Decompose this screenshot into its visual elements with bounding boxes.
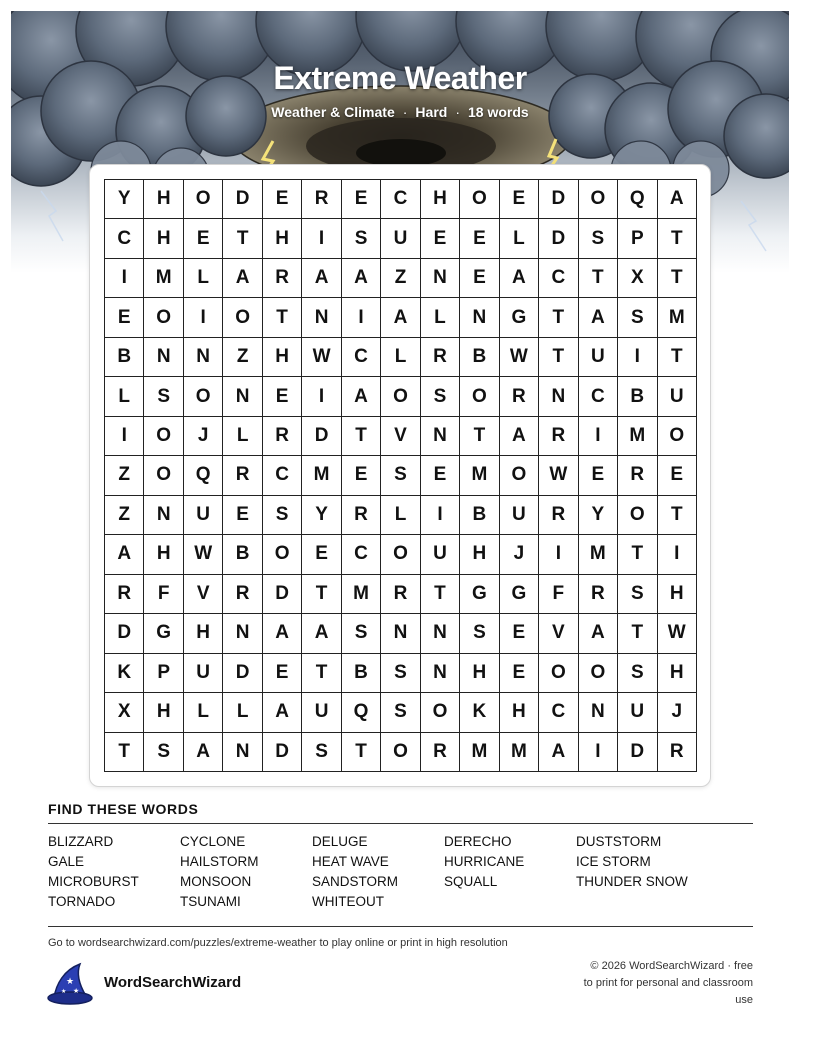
divider <box>48 926 753 927</box>
word-list-item: TSUNAMI <box>180 894 241 909</box>
grid-cell[interactable]: R <box>421 733 460 772</box>
grid-cell[interactable]: B <box>105 338 144 377</box>
grid-cell[interactable]: T <box>539 338 578 377</box>
grid-cell[interactable]: Y <box>302 496 341 535</box>
grid-cell[interactable]: B <box>460 338 499 377</box>
word-list-item: HURRICANE <box>444 854 525 869</box>
word-list-item: MICROBURST <box>48 874 139 889</box>
grid-cell[interactable]: E <box>302 535 341 574</box>
grid-cell[interactable]: U <box>381 219 420 258</box>
grid-cell[interactable]: E <box>460 219 499 258</box>
grid-cell[interactable]: O <box>658 417 697 456</box>
grid-cell[interactable]: E <box>263 180 302 219</box>
word-list-item: TORNADO <box>48 894 116 909</box>
grid-cell[interactable]: M <box>500 733 539 772</box>
grid-cell[interactable]: L <box>184 693 223 732</box>
grid-cell[interactable]: B <box>460 496 499 535</box>
grid-cell[interactable]: K <box>105 654 144 693</box>
grid-cell[interactable]: G <box>144 614 183 653</box>
puzzle-word-count: 18 words <box>468 104 529 120</box>
grid-cell[interactable]: A <box>539 733 578 772</box>
grid-cell[interactable]: T <box>223 219 262 258</box>
grid-cell[interactable]: O <box>144 456 183 495</box>
grid-cell[interactable]: A <box>302 259 341 298</box>
grid-cell[interactable]: U <box>302 693 341 732</box>
grid-cell[interactable]: M <box>579 535 618 574</box>
grid-cell[interactable]: S <box>263 496 302 535</box>
grid-cell[interactable]: D <box>539 219 578 258</box>
grid-cell[interactable]: F <box>539 575 578 614</box>
grid-cell[interactable]: N <box>223 614 262 653</box>
grid-cell[interactable]: L <box>223 693 262 732</box>
grid-cell[interactable]: S <box>381 456 420 495</box>
grid-cell[interactable]: N <box>421 614 460 653</box>
grid-cell[interactable]: U <box>184 496 223 535</box>
grid-cell[interactable]: J <box>184 417 223 456</box>
grid-cell[interactable]: H <box>263 338 302 377</box>
grid-cell[interactable]: H <box>460 535 499 574</box>
grid-cell[interactable]: W <box>500 338 539 377</box>
grid-cell[interactable]: I <box>618 338 657 377</box>
grid-cell[interactable]: B <box>223 535 262 574</box>
grid-cell[interactable]: Q <box>618 180 657 219</box>
grid-cell[interactable]: I <box>184 298 223 337</box>
grid-cell[interactable]: I <box>658 535 697 574</box>
puzzle-category: Weather & Climate <box>271 104 395 120</box>
grid-cell[interactable]: I <box>579 733 618 772</box>
grid-cell[interactable]: N <box>144 338 183 377</box>
grid-cell[interactable]: M <box>144 259 183 298</box>
grid-cell[interactable]: T <box>421 575 460 614</box>
grid-cell[interactable]: O <box>381 733 420 772</box>
grid-cell[interactable]: S <box>342 219 381 258</box>
word-list-item: SANDSTORM <box>312 874 399 889</box>
grid-cell[interactable]: A <box>342 259 381 298</box>
grid-cell[interactable]: N <box>144 496 183 535</box>
grid-cell[interactable]: T <box>342 733 381 772</box>
grid-cell[interactable]: R <box>579 575 618 614</box>
grid-cell[interactable]: T <box>460 417 499 456</box>
grid-cell[interactable]: O <box>263 535 302 574</box>
svg-text:★: ★ <box>73 987 80 995</box>
grid-cell[interactable]: E <box>421 219 460 258</box>
word-list-item: SQUALL <box>444 874 498 889</box>
grid-cell[interactable]: S <box>381 693 420 732</box>
word-list-heading: FIND THESE WORDS <box>48 801 199 817</box>
grid-cell[interactable]: E <box>342 456 381 495</box>
grid-cell[interactable]: M <box>302 456 341 495</box>
divider <box>48 823 753 824</box>
grid-cell[interactable]: D <box>302 417 341 456</box>
grid-cell[interactable]: Z <box>105 496 144 535</box>
puzzle-subtitle <box>0 104 800 120</box>
grid-cell[interactable]: T <box>658 259 697 298</box>
grid-cell[interactable]: S <box>342 614 381 653</box>
grid-cell[interactable]: G <box>500 298 539 337</box>
grid-cell[interactable]: N <box>539 377 578 416</box>
grid-cell[interactable]: E <box>500 614 539 653</box>
grid-cell[interactable]: A <box>381 298 420 337</box>
grid-cell[interactable]: A <box>105 535 144 574</box>
grid-cell[interactable]: Q <box>184 456 223 495</box>
grid-cell[interactable]: I <box>539 535 578 574</box>
grid-cell[interactable]: R <box>618 456 657 495</box>
word-list-item: WHITEOUT <box>312 894 384 909</box>
grid-cell[interactable]: T <box>658 496 697 535</box>
puzzle-difficulty: Hard <box>415 104 448 120</box>
word-list-item: DELUGE <box>312 834 368 849</box>
grid-cell[interactable]: S <box>144 733 183 772</box>
grid-cell[interactable]: L <box>381 496 420 535</box>
grid-cell[interactable]: A <box>263 614 302 653</box>
grid-cell[interactable]: V <box>539 614 578 653</box>
grid-cell[interactable]: M <box>460 456 499 495</box>
grid-cell[interactable]: I <box>302 377 341 416</box>
grid-cell[interactable]: G <box>500 575 539 614</box>
grid-cell[interactable]: R <box>105 575 144 614</box>
grid-cell[interactable]: X <box>618 259 657 298</box>
grid-cell[interactable]: R <box>658 733 697 772</box>
grid-cell[interactable]: O <box>144 298 183 337</box>
grid-cell[interactable]: Z <box>381 259 420 298</box>
grid-cell[interactable]: H <box>421 180 460 219</box>
grid-cell[interactable]: T <box>342 417 381 456</box>
grid-cell[interactable]: S <box>460 614 499 653</box>
grid-cell[interactable]: A <box>263 693 302 732</box>
grid-cell[interactable]: S <box>144 377 183 416</box>
grid-cell[interactable]: H <box>144 535 183 574</box>
grid-cell[interactable]: E <box>263 654 302 693</box>
grid-cell[interactable]: E <box>500 654 539 693</box>
grid-cell[interactable]: N <box>421 654 460 693</box>
grid-cell[interactable]: C <box>105 219 144 258</box>
word-list <box>48 832 753 912</box>
grid-cell[interactable]: T <box>618 535 657 574</box>
grid-cell[interactable]: I <box>105 259 144 298</box>
grid-cell[interactable]: E <box>263 377 302 416</box>
grid-cell[interactable]: P <box>618 219 657 258</box>
word-list-item: ICE STORM <box>576 854 651 869</box>
grid-cell[interactable]: X <box>105 693 144 732</box>
svg-text:★: ★ <box>61 988 67 995</box>
grid-cell[interactable]: D <box>539 180 578 219</box>
subtitle-separator: · <box>455 104 460 120</box>
grid-cell[interactable]: O <box>144 417 183 456</box>
grid-cell[interactable]: S <box>421 377 460 416</box>
grid-cell[interactable]: A <box>579 298 618 337</box>
grid-cell[interactable]: W <box>184 535 223 574</box>
grid-cell[interactable]: A <box>579 614 618 653</box>
grid-cell[interactable]: O <box>460 180 499 219</box>
grid-cell[interactable]: N <box>184 338 223 377</box>
grid-cell[interactable]: A <box>302 614 341 653</box>
word-list-item: DERECHO <box>444 834 512 849</box>
grid-cell[interactable]: C <box>539 693 578 732</box>
grid-cell[interactable]: N <box>223 733 262 772</box>
grid-cell[interactable]: S <box>618 298 657 337</box>
grid-cell[interactable]: L <box>381 338 420 377</box>
grid-cell[interactable]: H <box>144 180 183 219</box>
grid-cell[interactable]: E <box>421 456 460 495</box>
grid-cell[interactable]: O <box>500 456 539 495</box>
grid-cell[interactable]: D <box>223 654 262 693</box>
grid-cell[interactable]: N <box>421 417 460 456</box>
grid-cell[interactable]: N <box>421 259 460 298</box>
wizard-hat-icon <box>46 962 94 1011</box>
grid-cell[interactable]: L <box>223 417 262 456</box>
grid-cell[interactable]: R <box>539 417 578 456</box>
grid-cell[interactable]: P <box>144 654 183 693</box>
grid-cell[interactable]: B <box>618 377 657 416</box>
grid-cell[interactable]: O <box>184 377 223 416</box>
footer-link-text[interactable]: Go to wordsearchwizard.com/puzzles/extreme-weather to play online or print in high resolution <box>48 937 508 949</box>
grid-cell[interactable]: U <box>421 535 460 574</box>
subtitle-separator: · <box>402 104 408 120</box>
grid-cell[interactable]: C <box>263 456 302 495</box>
grid-cell[interactable]: D <box>618 733 657 772</box>
grid-cell[interactable]: S <box>302 733 341 772</box>
grid-cell[interactable]: T <box>263 298 302 337</box>
grid-cell[interactable]: O <box>381 377 420 416</box>
grid-cell[interactable]: T <box>579 259 618 298</box>
grid-cell[interactable]: H <box>144 693 183 732</box>
grid-cell[interactable]: C <box>381 180 420 219</box>
grid-cell[interactable]: D <box>105 614 144 653</box>
grid-cell[interactable]: C <box>342 535 381 574</box>
grid-cell[interactable]: A <box>184 733 223 772</box>
grid-cell[interactable]: K <box>460 693 499 732</box>
word-list-item: HAILSTORM <box>180 854 259 869</box>
grid-cell[interactable]: R <box>263 417 302 456</box>
grid-cell[interactable]: V <box>184 575 223 614</box>
grid-cell[interactable]: U <box>658 377 697 416</box>
word-list-item: DUSTSTORM <box>576 834 662 849</box>
grid-cell[interactable]: L <box>105 377 144 416</box>
grid-cell[interactable]: M <box>342 575 381 614</box>
grid-cell[interactable]: O <box>579 180 618 219</box>
grid-cell[interactable]: O <box>618 496 657 535</box>
grid-cell[interactable]: Z <box>105 456 144 495</box>
grid-cell[interactable]: N <box>460 298 499 337</box>
grid-cell[interactable]: O <box>381 535 420 574</box>
grid-cell[interactable]: V <box>381 417 420 456</box>
grid-cell[interactable]: T <box>302 575 341 614</box>
word-list-item: BLIZZARD <box>48 834 114 849</box>
grid-cell[interactable]: C <box>579 377 618 416</box>
grid-cell[interactable]: I <box>105 417 144 456</box>
grid-cell[interactable]: T <box>658 338 697 377</box>
grid-cell[interactable]: E <box>342 180 381 219</box>
grid-cell[interactable]: N <box>381 614 420 653</box>
grid-cell[interactable]: H <box>658 575 697 614</box>
grid-cell[interactable]: M <box>658 298 697 337</box>
grid-cell[interactable]: R <box>381 575 420 614</box>
grid-cell[interactable]: U <box>618 693 657 732</box>
grid-cell[interactable]: N <box>223 377 262 416</box>
grid-cell[interactable]: A <box>500 259 539 298</box>
grid-cell[interactable]: E <box>579 456 618 495</box>
letter-grid[interactable] <box>104 179 697 772</box>
grid-cell[interactable]: U <box>184 654 223 693</box>
grid-cell[interactable]: T <box>302 654 341 693</box>
grid-cell[interactable]: Y <box>105 180 144 219</box>
grid-cell[interactable]: I <box>421 496 460 535</box>
copyright-text: © 2026 WordSearchWizard · free to print for personal and classroom use <box>583 960 753 1006</box>
grid-cell[interactable]: O <box>421 693 460 732</box>
grid-cell[interactable]: O <box>460 377 499 416</box>
grid-cell[interactable]: H <box>658 654 697 693</box>
grid-cell[interactable]: W <box>658 614 697 653</box>
grid-cell[interactable]: S <box>618 654 657 693</box>
grid-cell[interactable]: B <box>342 654 381 693</box>
grid-cell[interactable]: Z <box>223 338 262 377</box>
grid-cell[interactable]: T <box>105 733 144 772</box>
grid-cell[interactable]: U <box>579 338 618 377</box>
grid-cell[interactable]: M <box>618 417 657 456</box>
grid-cell[interactable]: I <box>302 219 341 258</box>
grid-cell[interactable]: S <box>579 219 618 258</box>
grid-cell[interactable]: E <box>460 259 499 298</box>
grid-cell[interactable]: R <box>302 180 341 219</box>
grid-cell[interactable]: L <box>500 219 539 258</box>
grid-cell[interactable]: S <box>381 654 420 693</box>
grid-cell[interactable]: A <box>500 417 539 456</box>
grid-cell[interactable]: E <box>105 298 144 337</box>
word-list-item: GALE <box>48 854 85 869</box>
grid-cell[interactable]: D <box>263 575 302 614</box>
grid-cell[interactable]: A <box>342 377 381 416</box>
grid-cell[interactable]: E <box>658 456 697 495</box>
grid-cell[interactable]: L <box>184 259 223 298</box>
grid-cell[interactable]: O <box>184 180 223 219</box>
word-list-item: HEAT WAVE <box>312 854 389 869</box>
word-list-item: CYCLONE <box>180 834 246 849</box>
grid-cell[interactable]: T <box>658 219 697 258</box>
grid-cell[interactable]: H <box>144 219 183 258</box>
grid-cell[interactable]: E <box>500 180 539 219</box>
grid-cell[interactable]: M <box>460 733 499 772</box>
grid-cell[interactable]: N <box>579 693 618 732</box>
grid-cell[interactable]: Y <box>579 496 618 535</box>
grid-cell[interactable]: D <box>223 180 262 219</box>
grid-cell[interactable]: N <box>302 298 341 337</box>
grid-cell[interactable]: R <box>342 496 381 535</box>
grid-cell[interactable]: A <box>658 180 697 219</box>
word-list-item: MONSOON <box>180 874 252 889</box>
grid-cell[interactable]: T <box>539 298 578 337</box>
grid-cell[interactable]: C <box>539 259 578 298</box>
grid-cell[interactable]: J <box>658 693 697 732</box>
grid-cell[interactable]: D <box>263 733 302 772</box>
grid-cell[interactable]: E <box>184 219 223 258</box>
grid-cell[interactable]: L <box>421 298 460 337</box>
grid-cell[interactable]: H <box>460 654 499 693</box>
grid-cell[interactable]: A <box>223 259 262 298</box>
word-list-item: THUNDER SNOW <box>576 874 688 889</box>
grid-cell[interactable]: H <box>184 614 223 653</box>
grid-cell[interactable]: J <box>500 535 539 574</box>
puzzle-title: Extreme Weather <box>273 60 527 96</box>
grid-cell[interactable]: U <box>500 496 539 535</box>
grid-cell[interactable]: O <box>223 298 262 337</box>
grid-cell[interactable]: Q <box>342 693 381 732</box>
grid-cell[interactable]: S <box>618 575 657 614</box>
grid-cell[interactable]: W <box>302 338 341 377</box>
grid-cell[interactable]: O <box>579 654 618 693</box>
grid-cell[interactable]: H <box>263 219 302 258</box>
grid-cell[interactable]: H <box>500 693 539 732</box>
grid-cell[interactable]: W <box>539 456 578 495</box>
grid-cell[interactable]: C <box>342 338 381 377</box>
grid-cell[interactable]: R <box>263 259 302 298</box>
grid-cell[interactable]: O <box>539 654 578 693</box>
svg-text:★: ★ <box>66 977 75 987</box>
grid-cell[interactable]: R <box>539 496 578 535</box>
grid-cell[interactable]: E <box>223 496 262 535</box>
grid-cell[interactable]: R <box>421 338 460 377</box>
grid-cell[interactable]: T <box>618 614 657 653</box>
grid-cell[interactable]: G <box>460 575 499 614</box>
grid-cell[interactable]: F <box>144 575 183 614</box>
grid-cell[interactable]: I <box>342 298 381 337</box>
grid-cell[interactable]: R <box>223 456 262 495</box>
grid-cell[interactable]: R <box>223 575 262 614</box>
grid-cell[interactable]: I <box>579 417 618 456</box>
brand-name: WordSearchWizard <box>104 974 242 991</box>
grid-cell[interactable]: R <box>500 377 539 416</box>
